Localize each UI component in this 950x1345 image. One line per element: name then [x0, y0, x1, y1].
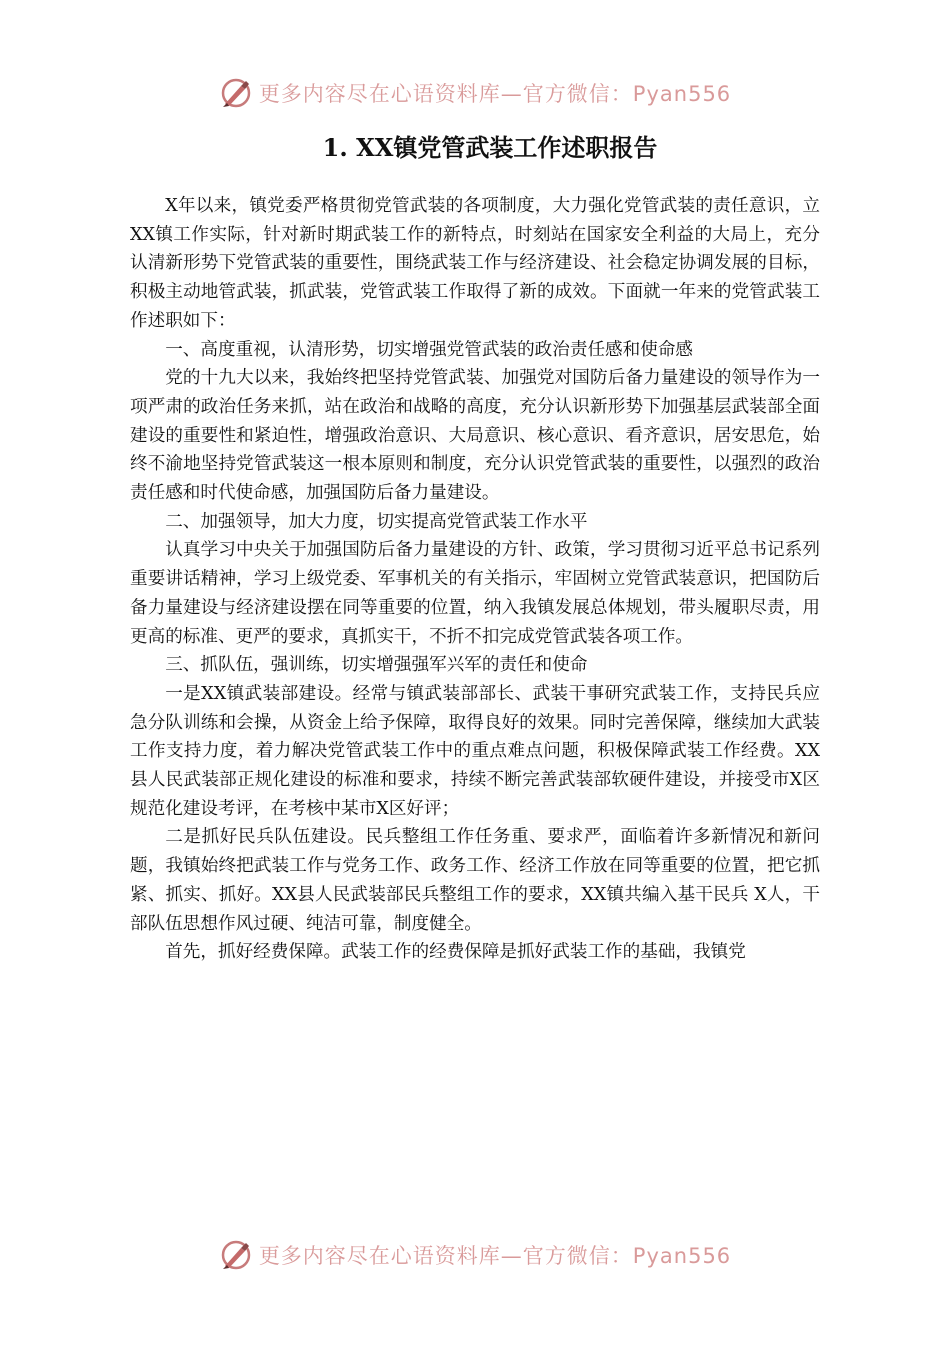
- body-paragraph: 一是XX镇武装部建设。经常与镇武装部部长、武装干事研究武装工作，支持民兵应急分队训练和会操，从资金上给予保障，取得良好的效果。同时完善保障，继续加大武装工作支持力度，着力解决党管武装工作中的重点难点问题，积极保障武装工作经费。XX县人民武装部正规化建设的标准和要求，持续不断完善武装部软硬件建设，并接受市X区规范化建设考评，在考核中某市X区好评；: [130, 683, 820, 819]
- section-heading-2: 二、加强领导，加大力度，切实提高党管武装工作水平: [165, 511, 588, 532]
- body-paragraph: 党的十九大以来，我始终把坚持党管武装、加强党对国防后备力量建设的领导作为一项严肃的政治任务来抓，站在政治和战略的高度，充分认识新形势下加强基层武装部全面建设的重要性和紧迫性，增强政治意识、大局意识、核心意识、看齐意识，居安思危，始终不渝地坚持党管武装这一根本原则和制度，充分认识党管武装的重要性，以强烈的政治责任感和时代使命感，加强国防后备力量建设。: [130, 368, 820, 504]
- watermark-header: [0, 68, 950, 118]
- watermark-text: 更多内容尽在心语资料库—官方微信：Pyan556: [258, 82, 732, 106]
- pen-logo-icon: [219, 76, 253, 110]
- body-paragraph: 二是抓好民兵队伍建设。民兵整组工作任务重、要求严，面临着许多新情况和新问题，我镇始终把武装工作与党务工作、政务工作、经济工作放在同等重要的位置，把它抓紧、抓实、抓好。XX县人民武装部民兵整组工作的要求，XX镇共编入基干民兵 X人，干部队伍思想作风过硬、纯洁可靠，制度健全。: [130, 827, 820, 934]
- document-title: 1. XX镇党管武装工作述职报告: [322, 133, 658, 162]
- body-paragraph: 认真学习中央关于加强国防后备力量建设的方针、政策，学习贯彻习近平总书记系列重要讲话精神，学习上级党委、军事机关的有关指示，牢固树立党管武装意识，把国防后备力量建设与经济建设摆在同等重要的位置，纳入我镇发展总体规划，带头履职尽责，用更高的标准、更严的要求，真抓实干，不折不扣完成党管武装各项工作。: [130, 540, 820, 647]
- pen-logo-icon: [219, 1238, 253, 1272]
- document-body: [130, 192, 820, 967]
- body-paragraph: 首先，抓好经费保障。武装工作的经费保障是抓好武装工作的基础，我镇党: [165, 942, 746, 963]
- section-heading-3: 三、抓队伍，强训练，切实增强强军兴军的责任和使命: [165, 655, 588, 676]
- intro-paragraph: X年以来，镇党委严格贯彻党管武装的各项制度，大力强化党管武装的责任意识，立XX镇工作实际，针对新时期武装工作的新特点，时刻站在国家安全利益的大局上，充分认清新形势下党管武装的重要性，围绕武装工作与经济建设、社会稳定协调发展的目标，积极主动地管武装，抓武装，党管武装工作取得了新的成效。下面就一年来的党管武装工作述职如下：: [130, 196, 820, 331]
- watermark-text: 更多内容尽在心语资料库—官方微信：Pyan556: [258, 1244, 732, 1268]
- section-heading-1: 一、高度重视，认清形势，切实增强党管武装的政治责任感和使命感: [165, 339, 694, 360]
- watermark-footer: [0, 1230, 950, 1280]
